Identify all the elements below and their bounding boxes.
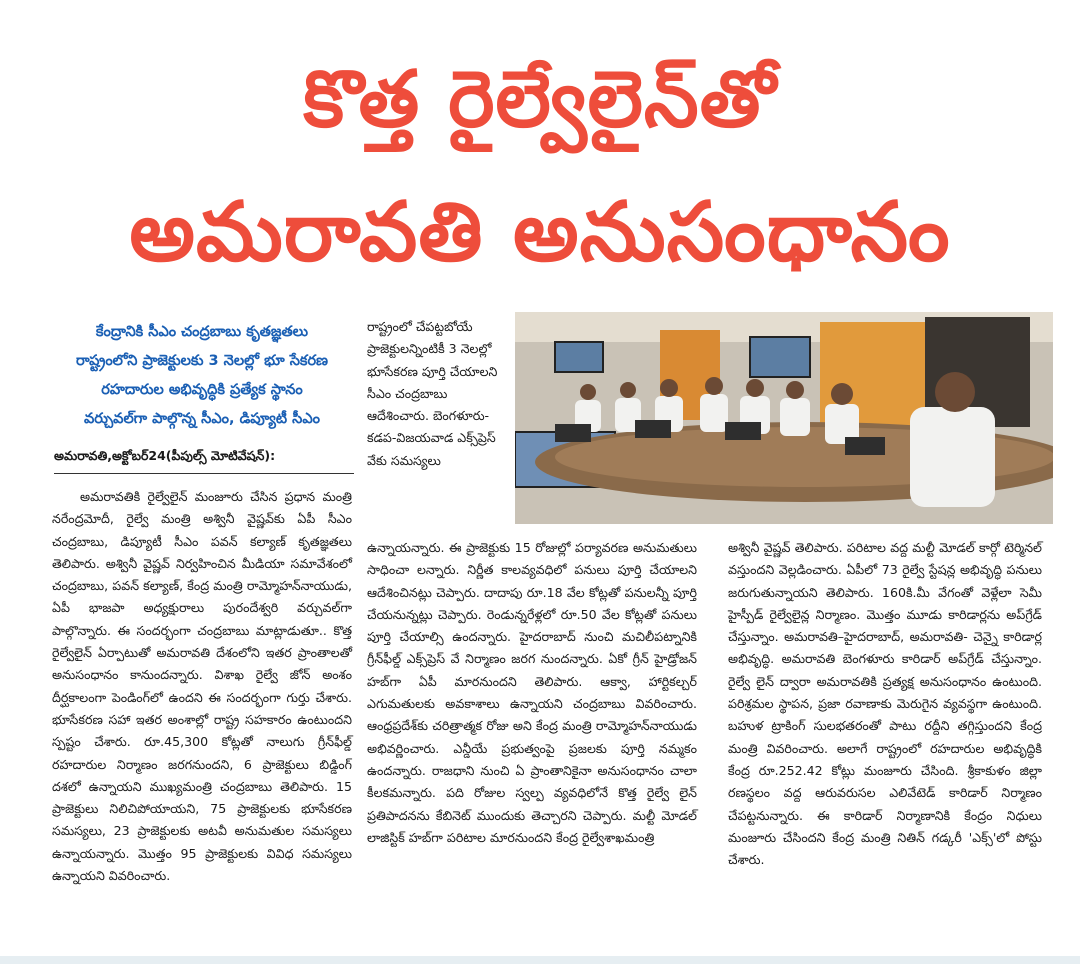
article-column-1: అమరావతికి రైల్వేలైన్ మంజూరు చేసిన ప్రధాన మంత్రి నరేంద్రమోదీ, రైల్వే మంత్రి అశ్వినీ వైష్ణవ్‌కు ఏపీ సీఎం చంద్రబాబు, డిప్యూటీ సీఎం పవన్ కల్యాణ్ కృతజ్ఞతలు తెలిపారు. అశ్వినీ వైష్ణవ్ నిర్వహించిన మీడియా సమావేశంలో చంద్రబాబు, పవన్ కల్యాణ్, కేంద్ర మంత్రి రామ్మోహన్‌నాయుడు, ఏపీ భాజపా అధ్యక్షురాలు పురందేశ్వరి వర్చువల్‌గా పాల్గొన్నారు. ఈ సందర్భంగా చంద్రబాబు మాట్లాడుతూ.. కొత్త రైల్వేలైన్ ఏర్పాటుతో అమరావతి దేశంలోని ఇతర ప్రాంతాలతో అనుసంధానం కానుందన్నారు. విశాఖ రైల్వే జోన్ అంశం దీర్ఘకాలంగా పెండింగ్‌లో ఉందని ఈ సందర్భంగా గుర్తు చేశారు. భూసేకరణ సహా ఇతర అంశాల్లో రాష్ట్ర సహకారం ఉంటుందని స్పష్టం చేశారు. రూ.45,300 కోట్లతో నాలుగు గ్రీన్‌ఫీల్డ్ రహదారుల నిర్మాణం జరగనుందని, 6 ప్రాజెక్టులు బిడ్డింగ్ దశలో ఉన్నాయని ముఖ్యమంత్రి చంద్రబాబు తెలిపారు. 15 ప్రాజెక్టులు నిలిచిపోయాయని, 75 ప్రాజెక్టులకు భూసేకరణ సమస్యలు, 23 ప్రాజెక్టులకు అటవీ అనుమతుల సమస్యలు ఉన్నాయన్నారు. మొత్తం 95 ప్రాజెక్టులకు వివిధ సమస్యలు ఉన్నాయని వివరించారు. xyxy=(52,489,352,884)
meeting-room-photo xyxy=(515,312,1053,524)
subheading-4: వర్చువల్‌గా పాల్గొన్న సీఎం, డిప్యూటీ సీఎం xyxy=(83,411,321,427)
subheading-2: రాష్ట్రంలోని ప్రాజెక్టులకు 3 నెలల్లో భూ సేకరణ xyxy=(75,353,329,369)
headline-line-2: అమరావతి అనుసంధానం xyxy=(129,185,951,280)
subheadings xyxy=(40,318,364,434)
article-column-2-bottom: ఉన్నాయన్నారు. ఈ ప్రాజెక్టుకు 15 రోజుల్లో పర్యావరణ అనుమతులు సాధించా లన్నారు. నిర్ణీత కాలవ్యవధిలో పనులు పూర్తి చేయాలని ఆదేశించినట్లు చెప్పారు. దాదాపు రూ.18 వేల కోట్లతో పనులన్నీ పూర్తి చేయనున్నట్లు చెప్పారు. రెండున్నరేళ్లలో రూ.50 వేల కోట్లతో పనులు పూర్తి చేయాల్సి ఉందన్నారు. హైదరాబాద్ నుంచి మచిలీపట్నానికి గ్రీన్‌ఫీల్డ్ ఎక్స్‌ప్రెస్ వే నిర్మాణం జరగ నుందన్నారు. ఏకో గ్రీన్ హైడ్రోజన్ హబ్‌గా ఏపీ మారనుందని తెలిపారు. ఆక్వా, హార్టికల్చర్ ఎగుమతులకు అవకాశాలు ఉన్నాయని చంద్రబాబు వివరించారు. ఆంధ్రప్రదేశ్‌కు చరిత్రాత్మక రోజు అని కేంద్ర మంత్రి రామ్మోహన్‌నాయుడు అభివర్ణించారు. ఎన్డీయే ప్రభుత్వంపై ప్రజలకు పూర్తి నమ్మకం ఉందన్నారు. రాజధాని నుంచి ఏ ప్రాంతానికైనా అనుసంధానం చాలా కీలకమన్నారు. పది రోజుల స్వల్ప వ్యవధిలోనే కొత్త రైల్వే లైన్ ప్రతిపాదనను కేబినెట్ ముందుకు తెచ్చారని చెప్పారు. మల్టీ మోడల్ లాజిస్టిక్ హబ్‌గా పరిటాల మారనుందని కేంద్ర రైల్వేశాఖమంత్రి xyxy=(367,540,697,845)
article-column-2-top: రాష్ట్రంలో చేపట్టబోయే ప్రాజెక్టులన్నింటికీ 3 నెలల్లో భూసేకరణ పూర్తి చేయాలని సీఎం చంద్రబాబు ఆదేశించారు. బెంగళూరు- కడప-విజయవాడ ఎక్స్‌ప్రెస్ వేకు సమస్యలు xyxy=(367,319,498,468)
subheading-1: కేంద్రానికి సీఎం చంద్రబాబు కృతజ్ఞతలు xyxy=(95,324,309,340)
dateline: అమరావతి,అక్టోబర్24(పీపుల్స్ మోటివేషన్): xyxy=(54,448,354,474)
headline-line-1: కొత్త రైల్వేలైన్‌తో xyxy=(303,55,777,145)
article-column-3: అశ్వినీ వైష్ణవ్ తెలిపారు. పరిటాల వద్ద మల్టీ మోడల్ కార్గో టెర్మినల్ వస్తుందని వెల్లడించారు. ఏపీలో 73 రైల్వే స్టేషన్ల అభివృద్ధి పనులు జరుగుతున్నాయని తెలిపారు. 160కి.మీ వేగంతో వెళ్లేలా సెమీ హైస్పీడ్ రైల్వేలైన్ల నిర్మాణం. మొత్తం మూడు కారిడార్లను అప్‌గ్రేడ్ చేస్తున్నాం. అమరావతి–హైదరాబాద్, అమరావతి- చెన్నై కారిడార్ల అభివృద్ధి. అమరావతి బెంగళూరు కారిడార్ అప్‌గ్రేడ్ చేస్తున్నాం. రైల్వే లైన్ ద్వారా అమరావతికి ప్రత్యక్ష అనుసంధానం ఉంటుంది. పరిశ్రమల స్థాపన, ప్రజా రవాణాకు మెరుగైన వ్యవస్థగా ఉంటుంది. బహుళ ట్రాకింగ్ సులభతరంతో పాటు రద్దీని తగ్గిస్తుందని కేంద్ర మంత్రి వివరించారు. అలాగే రాష్ట్రంలో రహదారుల అభివృద్ధికి కేంద్ర రూ.252.42 కోట్లు మంజూరు చేసింది. శ్రీకాకుళం జిల్లా రణస్థలం వద్ద ఆరువరుసల ఎలివేటెడ్ కారిడార్ నిర్మాణం చేపట్టనున్నారు. ఈ కారిడార్ నిర్మాణానికి కేంద్రం నిధులు మంజూరు చేసిందని కేంద్ర మంత్రి నితిన్ గడ్కరీ 'ఎక్స్'లో పోస్టు చేశారు. xyxy=(728,540,1042,868)
bottom-divider xyxy=(0,956,1080,964)
subheading-3: రహదారుల అభివృద్ధికి ప్రత్యేక స్థానం xyxy=(101,382,303,398)
